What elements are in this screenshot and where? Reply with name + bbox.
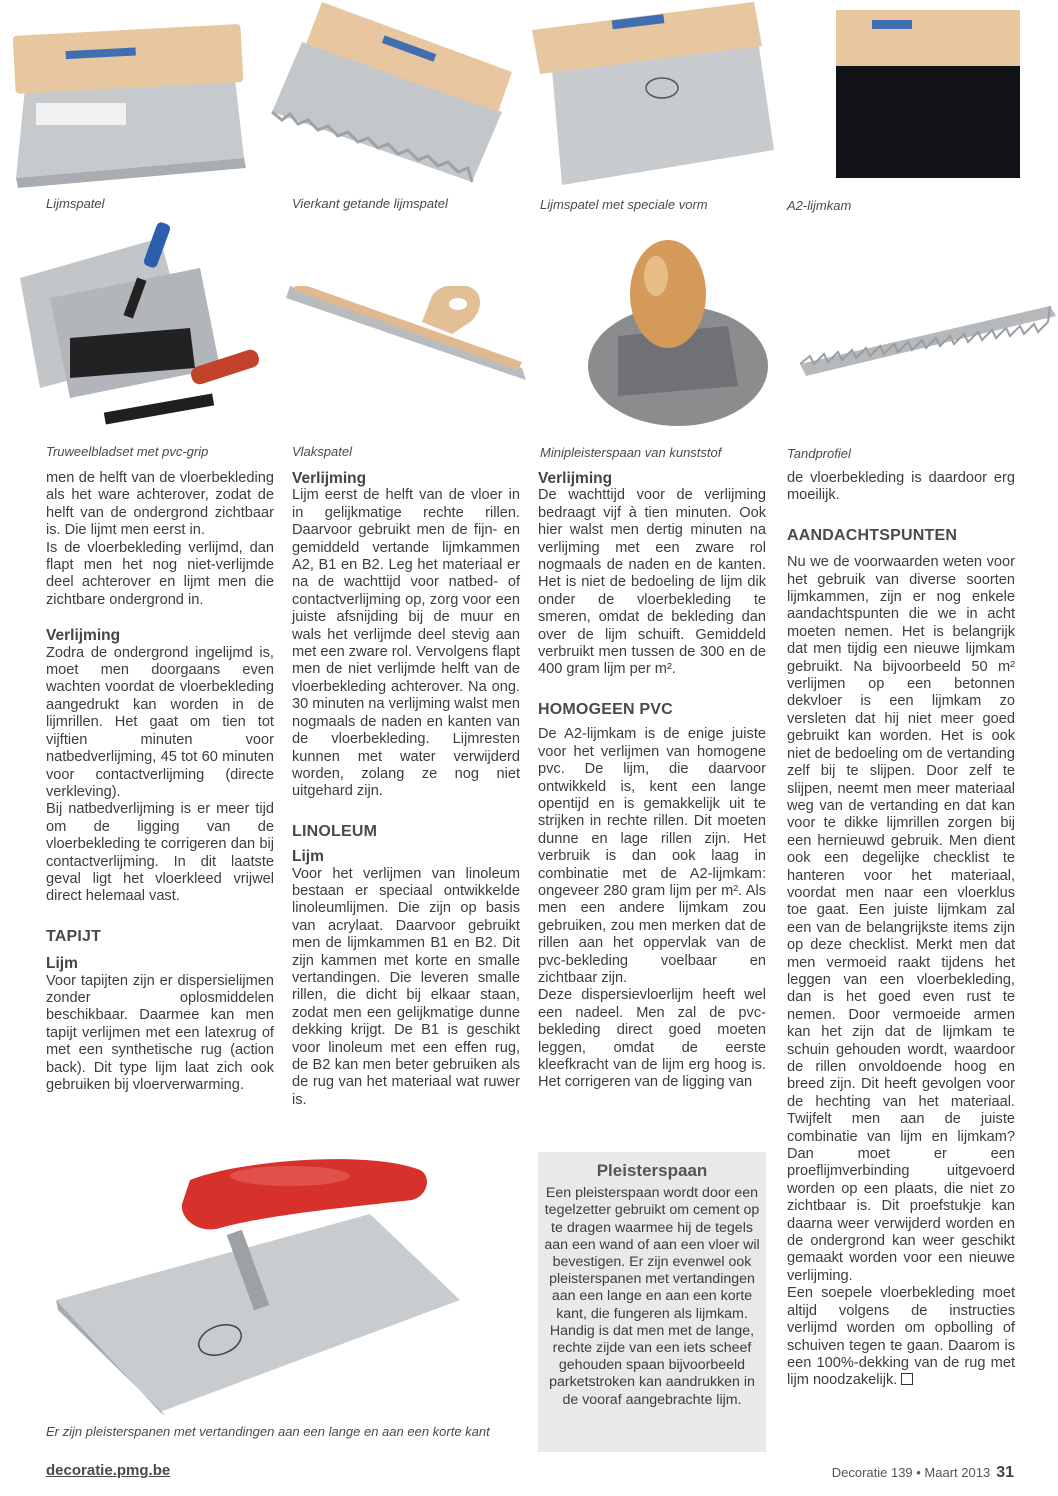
paragraph: Deze dispersievloerlijm heeft wel een nadeel. Men zal de pvc-bekleding direct goed moeten leggen, omdat de eerste kleefkracht van de lijm erg hoog is. Het corrigeren van de ligging van — [538, 987, 766, 1091]
subheading-lijm: Lijm — [46, 955, 78, 973]
caption-lijmspatel-speciale-vorm: Lijmspatel met speciale vorm — [540, 197, 708, 212]
lijmspatel-speciale-vorm-image — [522, 0, 778, 192]
paragraph: Lijm eerst de helft van de vloer in in gelijkmatige rechte rillen. Daarvoor gebruikt men de fijn- en gemiddeld vertande lijmkammen A2, B1 en B2. Leg het materiaal er na de wachttijd voor natbed- of contactverlijming op, zorg voor een juiste afsnijding bij de muur en wals het verlijmde deel stevig aan met een zware rol. Vervolgens flapt men de niet verlijmde helft van de vloerbekleding achterover. Na ong. 30 minuten na verlijming walst men nogmaals de naden en kanten van de vloerbekleding. Lijmresten kunnen met water verwijderd worden, zolang ze nog niet uitgehard zijn. — [292, 487, 520, 800]
paragraph: Nu we de voorwaarden weten voor het gebruik van diverse soorten lijmkammen, zijn er nog enkele aandachtspunten die we in acht moeten nemen. Het is belangrijk dat men tijdig een nieuwe lijmkam gebruikt. Na bijvoorbeeld 50 m² verlijmen op een betonnen dekvloer is een lijmkam zo versleten dat hij niet meer goed gebruikt kan worden. Het is ook niet de bedoeling om de vertanding zelf bij te slijpen. Door zelf te slijpen, neemt men meer materiaal weg van de vertanding en dat kan voor te dikke lijmrillen zorgen bij een hernieuwd gebruik. Men dient ook een degelijke checklist te hanteren voor het materiaal, voordat men naar een vloerklus toe gaat. Een juiste lijmkam zal een van de belangrijkste items zijn op deze checklist. Merkt men dat men vermoeid raakt tijdens het leggen van een vloerbekleding, dan is het goed even rust te nemen. Door vermoeide armen kan het zijn dat de lijmkam te schuin gehouden wordt, waardoor de rillen onvoldoende hoog en breed zijn. Dit heeft gevolgen voor de hechting van het materiaal. Twijfelt men aan de juiste combinatie van lijm en lijmkam? Dan moet er een proeflijmverbinding uitgevoerd worden op een plaats, die niet zo zichtbaar is. Dit proefstukje kan daarna weer verwijderd worden en de ondergrond kan weer geschikt gemaakt worden voor een nieuwe verlijming. — [787, 554, 1015, 1284]
subheading-verlijming: Verlijming — [538, 470, 613, 487]
truweelbladset-image — [0, 218, 268, 438]
paragraph — [787, 1285, 1015, 1389]
heading-aandachtspunten: AANDACHTSPUNTEN — [787, 526, 958, 544]
caption-vierkant-getande-lijmspatel: Vierkant getande lijmspatel — [292, 196, 448, 211]
paragraph: de vloerbekleding is daardoor erg moeilijk. — [787, 470, 1015, 504]
paragraph: Is de vloerbekleding verlijmd, dan flapt men het nog niet-verlijmde deel achterover en lijmt men die zichtbare ondergrond in. — [46, 539, 274, 608]
caption-vlakspatel: Vlakspatel — [292, 444, 352, 459]
infobox-text: Een pleisterspaan wordt door een tegelzetter gebruikt om cement op te dragen waarmee hij de tegels aan een wand of aan een vloer wil bevestigen. Er zijn evenwel ook pleisterspanen met vertandingen aan een lange en aan een korte kant, die fungeren als lijmkam. Handig is dat men met de lange, rechte zijde van een iets scheef gehouden spaan bijvoorbeeld parketstroken kan aandrukken in de vooraf aangebrachte lijm. — [544, 1185, 760, 1408]
paragraph: De wachttijd voor de verlijming bedraagt vijf à tien minuten. Ook hier walst men dertig minuten na verlijming met een zware rol nogmaals de naden en de kanten. Het is niet de bedoeling de lijm dik onder de vloerbekleding te smeren, omdat de bekleding dan over de lijm schuift. Gemiddeld verbruikt men tussen de 300 en de 400 gram lijm per m². — [538, 487, 766, 678]
caption-minipleisterspaan: Minipleisterspaan van kunststof — [540, 445, 722, 460]
caption-a2-lijmkam: A2-lijmkam — [787, 198, 852, 213]
footer-issue — [832, 1464, 1014, 1482]
vierkant-getande-lijmspatel-image — [262, 2, 520, 192]
caption-tandprofiel: Tandprofiel — [787, 446, 851, 461]
a2-lijmkam-image — [832, 10, 1022, 182]
subheading-verlijming: Verlijming — [46, 627, 121, 645]
end-mark-icon — [901, 1373, 913, 1385]
paragraph: Bij natbedverlijming is er meer tijd om de ligging van de vloerbekleding te corrigeren dan bij contactverlijming. In dit laatste geval ligt het vloerkleed vrijwel direct helemaal vast. — [46, 801, 274, 905]
caption-lijmspatel: Lijmspatel — [46, 196, 105, 211]
paragraph: men de helft van de vloerbekleding als het ware achterover, zodat de helft van de ondergrond zichtbaar is. Die lijmt men eerst in. — [46, 470, 274, 539]
subheading-lijm: Lijm — [292, 848, 324, 866]
minipleisterspaan-image — [578, 236, 768, 432]
pleisterspaan-infobox — [538, 1152, 766, 1452]
page-number: 31 — [996, 1464, 1014, 1481]
heading-linoleum: LINOLEUM — [292, 822, 378, 840]
tandprofiel-image — [800, 294, 1058, 384]
issue-label: Decoratie 139 • Maart 2013 — [831, 1465, 991, 1480]
paragraph: De A2-lijmkam is de enige juiste voor het verlijmen van homogene pvc. De lijm, die daarvoor ontwikkeld is, kent een lange opentijd en is gemakkelijk uit te strijken in rechte rillen. Dit moeten dunne en lage rillen zijn. Het verbruik is dan ook laag in combinatie met de A2-lijmkam: ongeveer 280 gram lijm per m². Als men een andere lijmkam zou gebruiken, zou men merken dat de rillen aan het oppervlak van de pvc-bekleding voelbaar en zichtbaar zijn. — [538, 726, 766, 986]
heading-homogeen-pvc: HOMOGEEN PVC — [538, 700, 673, 718]
caption-pleisterspaan: Er zijn pleisterspanen met vertandingen aan een lange en aan een korte kant — [46, 1424, 490, 1439]
paragraph-text: Een soepele vloerbekleding moet altijd volgens de instructies verlijmd worden om opbolling of schuiven tegen te gaan. Daarom is een 100%-dekking van de rug met lijm noodzakelijk. — [787, 1285, 1015, 1389]
paragraph: Voor het verlijmen van linoleum bestaan er speciaal ontwikkelde linoleumlijmen. Die zijn op basis van acrylaat. Daarvoor gebruikt men de lijmkammen B1 en B2. Dit zijn kammen met korte en smalle vertandingen. Die leveren smalle rillen, die dicht bij elkaar staan, zodat men een gelijkmatige dunne dekking krijgt. De B1 is geschikt voor linoleum met een effen rug, de B2 kan men beter gebruiken als de rug van het materiaal wat ruwer is. — [292, 865, 520, 1108]
heading-tapijt: TAPIJT — [46, 927, 102, 945]
subheading-verlijming: Verlijming — [292, 470, 367, 487]
infobox-title: Pleisterspaan — [596, 1161, 708, 1180]
footer-url-link[interactable]: decoratie.pmg.be — [46, 1462, 171, 1479]
column-1 — [46, 470, 274, 1094]
column-4 — [787, 470, 1015, 1390]
vlakspatel-image — [282, 286, 544, 416]
column-3 — [538, 470, 766, 1092]
lijmspatel-image — [6, 8, 258, 192]
paragraph: Zodra de ondergrond ingelijmd is, moet men doorgaans even wachten voordat de vloerbekleding aangedrukt kan worden in de lijmrillen. Het gaat om tien tot vijftien minuten voor natbedverlijming, 45 tot 60 minuten voor contactverlijming (directe verkleving). — [46, 644, 274, 800]
caption-truweelbladset: Truweelbladset met pvc-grip — [46, 444, 209, 459]
pleisterspaan-image — [40, 1150, 480, 1418]
column-2 — [292, 470, 520, 1109]
paragraph: Voor tapijten zijn er dispersielijmen zonder oplosmiddelen beschikbaar. Daarmee kan men tapijt verlijmen met een latexrug of met een synthetische rug (action back). Dit type lijm laat zich ook gebruiken bij vloerverwarming. — [46, 972, 274, 1093]
